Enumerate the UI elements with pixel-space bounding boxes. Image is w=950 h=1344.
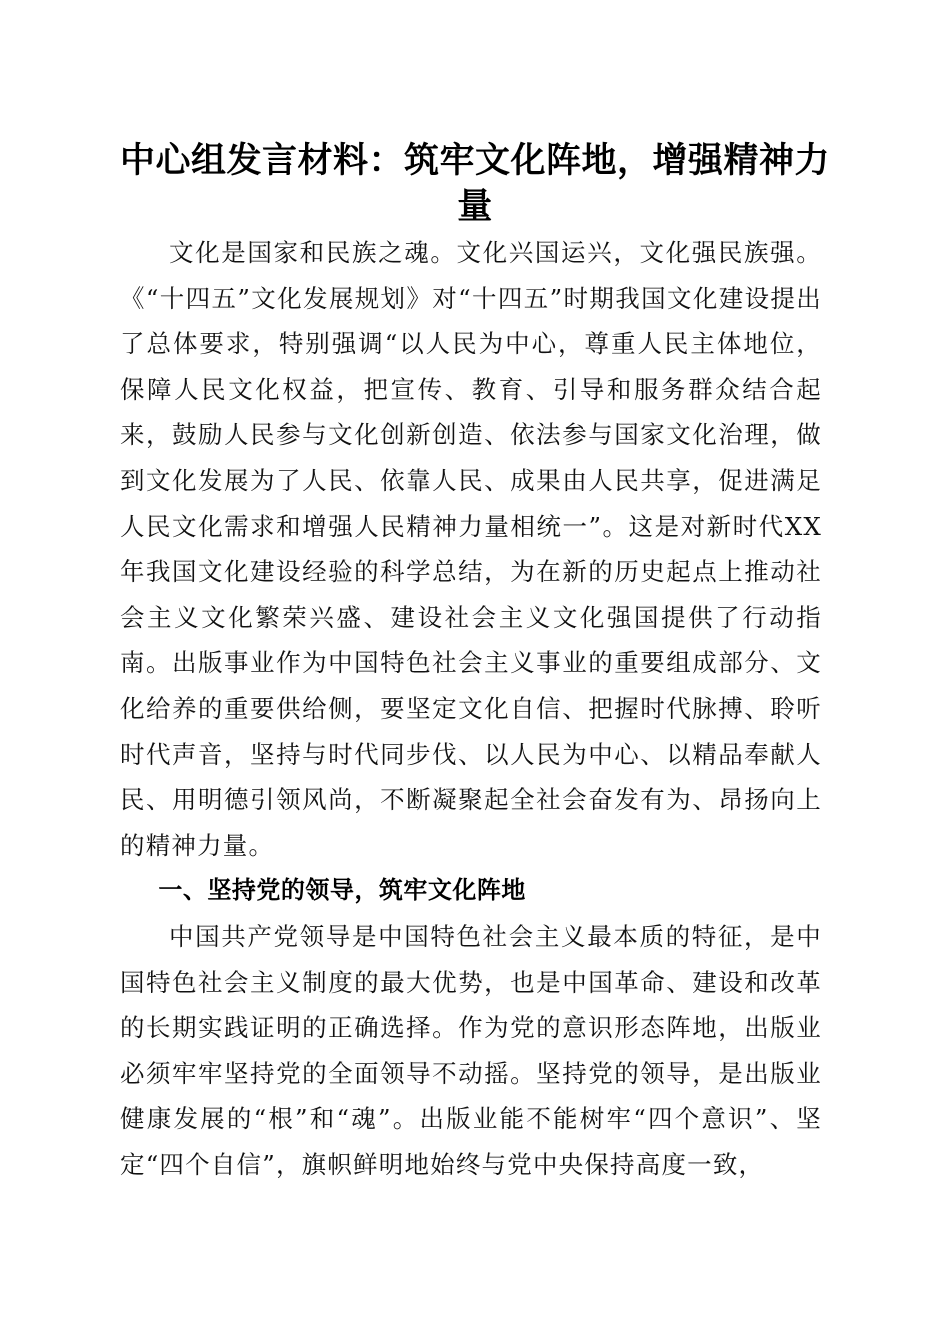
document-body	[120, 230, 822, 1187]
intro-paragraph: 文化是国家和民族之魂。文化兴国运兴，文化强民族强。《“十四五”文化发展规划》对“十四五”时期我国文化建设提出了总体要求，特别强调“以人民为中心，尊重人民主体地位，保障人民文化权益，把宣传、教育、引导和服务群众结合起来，鼓励人民参与文化创新创造、依法参与国家文化治理，做到文化发展为了人民、依靠人民、成果由人民共享，促进满足人民文化需求和增强人民精神力量相统一”。这是对新时代XX年我国文化建设经验的科学总结，为在新的历史起点上推动社会主义文化繁荣兴盛、建设社会主义文化强国提供了行动指南。出版事业作为中国特色社会主义事业的重要组成部分、文化给养的重要供给侧，要坚定文化自信、把握时代脉搏、聆听时代声音，坚持与时代同步伐、以人民为中心、以精品奉献人民、用明德引领风尚，不断凝聚起全社会奋发有为、昂扬向上的精神力量。	[120, 238, 822, 860]
document-title: 中心组发言材料：筑牢文化阵地，增强精神力量	[119, 140, 830, 227]
section-1-paragraph: 中国共产党领导是中国特色社会主义最本质的特征，是中国特色社会主义制度的最大优势，也是中国革命、建设和改革的长期实践证明的正确选择。作为党的意识形态阵地，出版业必须牢牢坚持党的全面领导不动摇。坚持党的领导，是出版业健康发展的“根”和“魂”。出版业能不能树牢“四个意识”、坚定“四个自信”，旗帜鲜明地始终与党中央保持高度一致，	[120, 921, 822, 1179]
section-heading-1: 一、坚持党的领导，筑牢文化阵地	[158, 876, 526, 905]
